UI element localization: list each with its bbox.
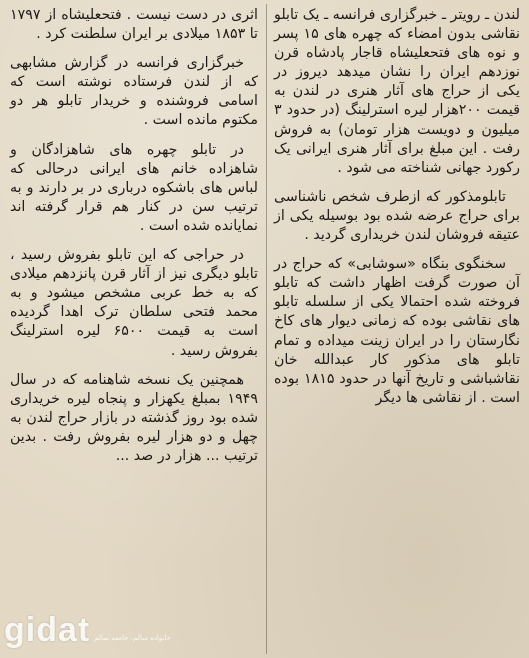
site-watermark bbox=[4, 606, 171, 654]
article-paragraph: اثری در دست نیست . فتحعلیشاه از ۱۷۹۷ تا ۱۸۵۳ میلادی بر ایران سلطنت کرد . bbox=[10, 7, 258, 43]
article-paragraph: سخنگوی بنگاه «سوشابی» که حراج در آن صورت گرفت اظهار داشت که تابلو فروخته شده احتمالا یکی از سلسله تابلو های نقاشی بوده که زمانی دیوار های کاخ نگارستان را در ایران زینت میداده و تمام تابلو های مذکور کار عبدالله خان نقاشباشی و تاریخ آنها در حدود ۱۸۱۵ بوده است . از نقاشی ها دیگر bbox=[274, 256, 520, 406]
article-column-right bbox=[274, 6, 520, 418]
article-column-left bbox=[10, 6, 258, 476]
watermark-logo: gidat bbox=[4, 610, 91, 649]
article-paragraph: لندن ـ رویتر ـ خبرگزاری فرانسه ـ یک تابلو نقاشی بدون امضاء که چهره های ۱۵ پسر و نوه های فتحعلیشاه قاجار پادشاه قرن نوزدهم ایران را نشان میدهد دیروز در یکی از حراج های آثار هنری در لندن به قیمت ۲۰۰هزار لیره استرلینگ (در حدود ۳ میلیون و دویست هزار تومان) به فروش رفت . این مبلغ برای آثار هنری ایرانی یک رکورد جهانی شناخته می شود . bbox=[274, 7, 520, 176]
article-paragraph: در تابلو چهره های شاهزادگان و شاهزاده خانم های ایرانی درحالی که لباس های باشکوه درباری در بر دارند و به ترتیب سن در کنار هم قرار گرفته اند نمایانده شده است . bbox=[10, 141, 258, 234]
column-divider bbox=[266, 4, 267, 654]
article-paragraph: خبرگزاری فرانسه در گزارش مشابهی که از لندن فرستاده نوشته است که اسامی فروشنده و خریدار تابلو هر دو مکتوم مانده است . bbox=[10, 55, 258, 129]
article-paragraph: در حراجی که این تابلو بفروش رسید ، تابلو دیگری نیز از آثار قرن پانزدهم میلادی که به خط عربی مشخص میشود و به محمد فتحی سلطان ترک اهدا گردیده است به قیمت ۶۵۰۰ لیره استرلینگ بفروش رسید . bbox=[10, 247, 258, 359]
article-paragraph: همچنین یک نسخه شاهنامه که در سال ۱۹۴۹ بمبلغ یکهزار و پنجاه لیره خریداری شده بود روز گذشته در بازار حراج لندن به چهل و دو هزار لیره بفروش رفت . بدین ترتیب ... هزار در صد ... bbox=[10, 371, 258, 464]
article-paragraph: تابلومذکور که ازطرف شخص ناشناسی برای حراج عرضه شده بود بوسیله یکی از عتیقه فروشان لندن خریداری گردید . bbox=[274, 188, 520, 244]
watermark-tagline: خانواده سالم، جامعه سالم bbox=[94, 634, 171, 642]
